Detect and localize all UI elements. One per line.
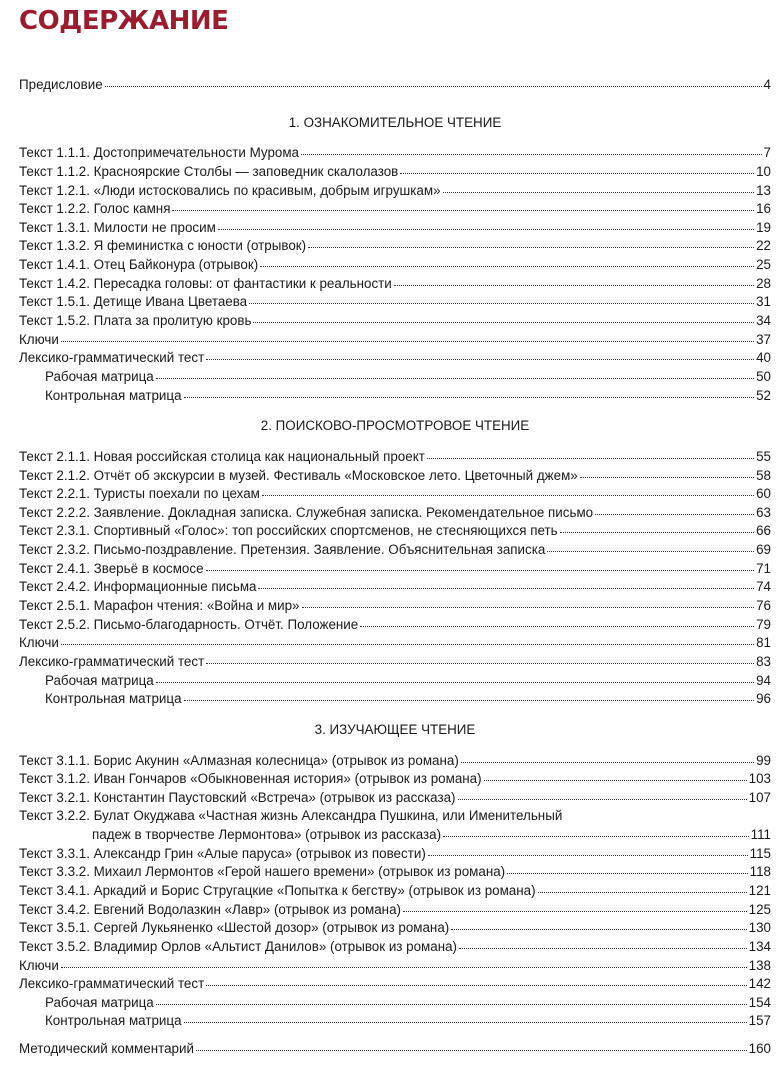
toc-entry-label: Ключи bbox=[19, 635, 59, 651]
toc-entry[interactable] bbox=[19, 522, 771, 541]
toc-entry[interactable] bbox=[19, 467, 771, 486]
toc-entry-label: Предисловие bbox=[19, 77, 103, 92]
toc-page-number: 13 bbox=[756, 182, 771, 198]
dot-leader bbox=[184, 1022, 747, 1023]
toc-entry-label: Текст 1.1.1. Достопримечательности Мурома bbox=[19, 145, 300, 161]
dot-leader bbox=[206, 570, 755, 571]
toc-page-number: 37 bbox=[756, 331, 771, 347]
dot-leader bbox=[61, 341, 754, 342]
toc-page-number: 31 bbox=[756, 294, 771, 310]
toc-entry-line1[interactable]: Текст 3.2.2. Булат Окуджава «Частная жизнь Александра Пушкина, или Именительный bbox=[19, 808, 563, 824]
dot-leader bbox=[403, 911, 747, 912]
toc-page-number: 160 bbox=[748, 1041, 771, 1057]
toc-page-number: 40 bbox=[756, 350, 771, 366]
toc-entry-label: Текст 3.5.1. Сергей Лукьяненко «Шестой дозор» (отрывок из романа) bbox=[19, 920, 450, 936]
toc-page-number: 4 bbox=[763, 77, 771, 92]
toc-entry-label: Текст 1.4.2. Пересадка головы: от фантастики к реальности bbox=[19, 275, 392, 291]
toc-entry-label: Текст 3.1.2. Иван Гончаров «Обыкновенная история» (отрывок из романа) bbox=[19, 771, 482, 787]
dot-leader bbox=[538, 892, 747, 893]
dot-leader bbox=[105, 86, 762, 87]
toc-entry[interactable] bbox=[19, 312, 771, 331]
dot-leader bbox=[507, 873, 748, 874]
dot-leader bbox=[595, 514, 754, 515]
toc-entry-label: Текст 3.2.1. Константин Паустовский «Встреча» (отрывок из рассказа) bbox=[19, 789, 456, 805]
dot-leader bbox=[580, 477, 754, 478]
toc-entry[interactable] bbox=[19, 957, 771, 976]
toc-entry-label: Текст 3.3.2. Михаил Лермонтов «Герой нашего времени» (отрывок из романа) bbox=[19, 864, 506, 880]
toc-page-number: 134 bbox=[748, 938, 771, 954]
toc-entry-label: Текст 3.3.1. Александр Грин «Алые паруса» (отрывок из повести) bbox=[19, 845, 426, 861]
toc-entry-label: Текст 2.2.2. Заявление. Докладная записка. Служебная записка. Рекомендательное письмо bbox=[19, 504, 594, 520]
dot-leader bbox=[61, 967, 747, 968]
toc-page-number: 138 bbox=[748, 957, 771, 973]
toc-page-number: 107 bbox=[748, 789, 771, 805]
toc-entry-commentary[interactable] bbox=[19, 1040, 771, 1059]
toc-entry-label: Рабочая матрица bbox=[45, 994, 154, 1010]
dot-leader bbox=[172, 210, 754, 211]
dot-leader bbox=[360, 626, 754, 627]
toc-entry[interactable] bbox=[19, 1012, 771, 1031]
toc-entry[interactable] bbox=[19, 616, 771, 635]
toc-entry-label: Текст 3.1.1. Борис Акунин «Алмазная колесница» (отрывок из романа) bbox=[19, 752, 459, 768]
toc-page-number: 52 bbox=[756, 387, 771, 403]
toc-entry[interactable] bbox=[19, 387, 771, 406]
toc-entry-label: Текст 2.5.1. Марафон чтения: «Война и мир» bbox=[19, 598, 300, 614]
dot-leader bbox=[206, 663, 754, 664]
toc-entry[interactable] bbox=[19, 975, 771, 994]
toc-entry[interactable] bbox=[19, 789, 771, 808]
toc-page-number: 103 bbox=[748, 771, 771, 787]
dot-leader bbox=[262, 495, 754, 496]
toc-entry[interactable] bbox=[19, 331, 771, 350]
toc-entry[interactable] bbox=[19, 560, 771, 579]
toc-entry[interactable] bbox=[19, 752, 771, 771]
section-heading: 2. ПОИСКОВО-ПРОСМОТРОВОЕ ЧТЕНИЕ bbox=[260, 418, 530, 434]
dot-leader bbox=[451, 929, 746, 930]
dot-leader bbox=[484, 780, 747, 781]
toc-page-number: 71 bbox=[756, 560, 771, 576]
toc-page-number: 99 bbox=[756, 752, 771, 768]
toc-entry-label: Ключи bbox=[19, 331, 59, 347]
toc-entry-label: Лексико-грамматический тест bbox=[19, 653, 205, 669]
toc-entry-label: Методический комментарий bbox=[19, 1041, 194, 1057]
toc-page-number: 125 bbox=[748, 901, 771, 917]
dot-leader bbox=[184, 700, 755, 701]
toc-entry[interactable] bbox=[19, 653, 771, 672]
toc-entry[interactable] bbox=[19, 219, 771, 238]
toc-page-number: 142 bbox=[748, 976, 771, 992]
toc-entry-label: Текст 3.5.2. Владимир Орлов «Альтист Данилов» (отрывок из романа) bbox=[19, 938, 458, 954]
toc-entry-label: Текст 1.1.2. Красноярские Столбы — заповедник скалолазов bbox=[19, 163, 399, 179]
toc-entry[interactable] bbox=[19, 256, 771, 275]
toc-page-number: 154 bbox=[748, 994, 771, 1010]
toc-page-number: 16 bbox=[756, 201, 771, 217]
toc-entry[interactable] bbox=[19, 293, 771, 312]
toc-entry-label: Рабочая матрица bbox=[45, 368, 154, 384]
dot-leader bbox=[156, 378, 754, 379]
dot-leader bbox=[156, 1004, 747, 1005]
toc-entry-label: Текст 1.5.1. Детище Ивана Цветаева bbox=[19, 294, 248, 310]
toc-page-number: 76 bbox=[756, 598, 771, 614]
toc-entry[interactable] bbox=[19, 901, 771, 920]
toc-page-number: 50 bbox=[756, 368, 771, 384]
section-heading: 3. ИЗУЧАЮЩЕЕ ЧТЕНИЕ bbox=[314, 721, 476, 737]
dot-leader bbox=[258, 588, 754, 589]
dot-leader bbox=[560, 532, 755, 533]
dot-leader bbox=[427, 458, 754, 459]
dot-leader bbox=[443, 192, 755, 193]
toc-page-number: 81 bbox=[756, 635, 771, 651]
toc-entry-label: Текст 1.3.2. Я феминистка с юности (отрывок) bbox=[19, 238, 307, 254]
dot-leader bbox=[206, 985, 746, 986]
toc-entry[interactable] bbox=[19, 237, 771, 256]
toc-entry[interactable] bbox=[19, 163, 771, 182]
toc-entry-label: падеж в творчестве Лермонтова» (отрывок из рассказа) bbox=[92, 827, 442, 843]
toc-entry[interactable] bbox=[19, 597, 771, 616]
toc-entry-label: Лексико-грамматический тест bbox=[19, 976, 205, 992]
toc-entry-label: Текст 3.4.2. Евгений Водолазкин «Лавр» (отрывок из романа) bbox=[19, 901, 401, 917]
toc-page-number: 83 bbox=[756, 653, 771, 669]
toc-page-number: 66 bbox=[756, 523, 771, 539]
toc-page-number: 10 bbox=[756, 163, 771, 179]
toc-entry[interactable] bbox=[19, 882, 771, 901]
toc-page-number: 25 bbox=[756, 257, 771, 273]
toc-entry[interactable] bbox=[19, 919, 771, 938]
toc-page-number: 58 bbox=[756, 467, 771, 483]
toc-entry-label: Текст 2.4.2. Информационные письма bbox=[19, 579, 257, 595]
toc-entry[interactable] bbox=[19, 845, 771, 864]
toc-entry-label: Текст 2.3.1. Спортивный «Голос»: топ российских спортсменов, не стесняющихся петь bbox=[19, 523, 558, 539]
dot-leader bbox=[428, 855, 748, 856]
toc-entry-label: Текст 2.1.1. Новая российская столица как национальный проект bbox=[19, 448, 425, 464]
toc-entry-label: Текст 1.3.1. Милости не просим bbox=[19, 219, 216, 235]
dot-leader bbox=[443, 836, 749, 837]
toc-page-number: 79 bbox=[756, 616, 771, 632]
toc-page-number: 130 bbox=[748, 920, 771, 936]
toc-entry[interactable] bbox=[19, 938, 771, 957]
toc-page-number: 111 bbox=[750, 827, 771, 843]
toc-page-number: 157 bbox=[748, 1013, 771, 1029]
toc-entry[interactable] bbox=[19, 485, 771, 504]
toc-page-number: 115 bbox=[749, 845, 771, 861]
dot-leader bbox=[218, 229, 754, 230]
toc-entry-label: Текст 1.4.1. Отец Байконура (отрывок) bbox=[19, 257, 259, 273]
toc-page-number: 55 bbox=[756, 448, 771, 464]
toc-entry[interactable] bbox=[19, 144, 771, 163]
toc-page-number: 74 bbox=[756, 579, 771, 595]
dot-leader bbox=[459, 948, 747, 949]
toc-entry-label: Контрольная матрица bbox=[45, 387, 182, 403]
toc-entry[interactable] bbox=[19, 182, 771, 201]
toc-entry-label: Лексико-грамматический тест bbox=[19, 350, 205, 366]
toc-page-number: 7 bbox=[763, 145, 771, 161]
toc-entry-label: Текст 1.2.1. «Люди истосковались по красивым, добрым игрушкам» bbox=[19, 182, 441, 198]
toc-entry[interactable] bbox=[19, 578, 771, 597]
toc-entry-label: Текст 2.1.2. Отчёт об экскурсии в музей. Фестиваль «Московское лето. Цветочный джем» bbox=[19, 467, 578, 483]
toc-page-number: 118 bbox=[749, 864, 771, 880]
dot-leader bbox=[394, 285, 754, 286]
dot-leader bbox=[184, 397, 755, 398]
toc-entry-label: Текст 1.2.2. Голос камня bbox=[19, 201, 171, 217]
toc-entry-label: Контрольная матрица bbox=[45, 1013, 182, 1029]
toc-page-number: 96 bbox=[756, 691, 771, 707]
toc-entry[interactable] bbox=[19, 349, 771, 368]
toc-entry-label: Текст 2.2.1. Туристы поехали по цехам bbox=[19, 486, 260, 502]
dot-leader bbox=[206, 359, 754, 360]
dot-leader bbox=[61, 644, 754, 645]
toc-entry[interactable] bbox=[19, 672, 771, 691]
toc-page-number: 60 bbox=[756, 486, 771, 502]
dot-leader bbox=[308, 247, 754, 248]
dot-leader bbox=[156, 682, 754, 683]
toc-entry-label: Ключи bbox=[19, 957, 59, 973]
toc-entry-label: Текст 2.4.1. Зверьё в космосе bbox=[19, 560, 204, 576]
toc-entry[interactable] bbox=[19, 541, 771, 560]
toc-entry-label: Текст 3.4.1. Аркадий и Борис Стругацкие «Попытка к бегству» (отрывок из романа) bbox=[19, 882, 536, 898]
toc-entry[interactable] bbox=[19, 770, 771, 789]
toc-entry-label: Текст 2.5.2. Письмо-благодарность. Отчёт. Положение bbox=[19, 616, 359, 632]
toc-entry[interactable] bbox=[19, 448, 771, 467]
dot-leader bbox=[260, 266, 754, 267]
toc-page-number: 63 bbox=[756, 504, 771, 520]
toc-entry[interactable] bbox=[19, 634, 771, 653]
toc-entry[interactable] bbox=[19, 863, 771, 882]
toc-entry[interactable] bbox=[19, 200, 771, 219]
dot-leader bbox=[253, 322, 754, 323]
toc-entry[interactable] bbox=[19, 994, 771, 1013]
toc-sections bbox=[19, 114, 771, 1031]
toc-page-number: 69 bbox=[756, 542, 771, 558]
toc-entry[interactable] bbox=[19, 690, 771, 709]
dot-leader bbox=[547, 551, 754, 552]
toc-entry[interactable] bbox=[19, 368, 771, 387]
toc-entry-label: Текст 1.5.2. Плата за пролитую кровь bbox=[19, 313, 252, 329]
section-heading: 1. ОЗНАКОМИТЕЛЬНОЕ ЧТЕНИЕ bbox=[288, 114, 502, 130]
toc-entry-label: Рабочая матрица bbox=[45, 672, 154, 688]
toc-entry-label: Текст 2.3.2. Письмо-поздравление. Претензия. Заявление. Объяснительная записка bbox=[19, 542, 546, 558]
toc-page-number: 22 bbox=[756, 238, 771, 254]
toc-entry-preface[interactable] bbox=[19, 76, 771, 95]
toc-page-number: 121 bbox=[748, 882, 771, 898]
toc-entry-line2[interactable] bbox=[19, 826, 771, 845]
toc-page-number: 19 bbox=[756, 219, 771, 235]
dot-leader bbox=[301, 154, 762, 155]
toc-entry[interactable] bbox=[19, 504, 771, 523]
toc-page-number: 28 bbox=[756, 275, 771, 291]
toc-page-number: 94 bbox=[756, 672, 771, 688]
dot-leader bbox=[196, 1050, 747, 1051]
toc-entry[interactable] bbox=[19, 275, 771, 294]
dot-leader bbox=[302, 607, 755, 608]
dot-leader bbox=[400, 173, 754, 174]
table-of-contents bbox=[19, 76, 771, 1059]
page-title: СОДЕРЖАНИЕ bbox=[19, 6, 229, 36]
dot-leader bbox=[461, 762, 754, 763]
toc-page-number: 34 bbox=[756, 313, 771, 329]
dot-leader bbox=[458, 799, 747, 800]
toc-entry-label: Контрольная матрица bbox=[45, 691, 182, 707]
dot-leader bbox=[249, 303, 754, 304]
